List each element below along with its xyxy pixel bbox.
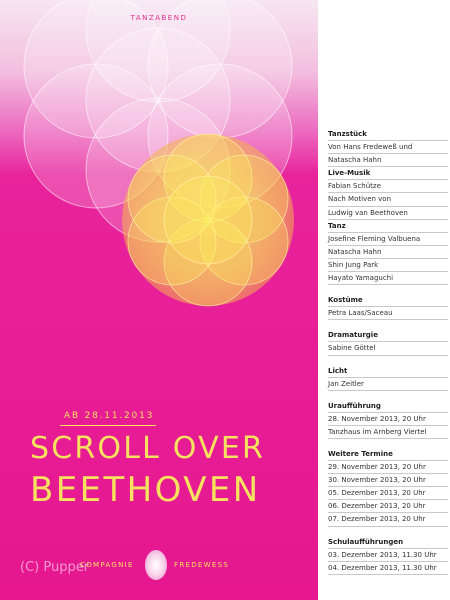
credit-line: Josefine Fleming Valbuena — [328, 233, 448, 246]
title-line-1: SCROLL OVER — [30, 431, 266, 466]
credit-line: Hayato Yamaguchi — [328, 272, 448, 285]
credit-label-light: Licht — [328, 365, 448, 378]
credit-line: Sabine Göttel — [328, 342, 448, 355]
credit-label-dramaturgy: Dramaturgie — [328, 329, 448, 342]
title-line-2: BEETHOVEN — [30, 470, 261, 510]
credit-line: Petra Laas/Saceau — [328, 307, 448, 320]
spacer — [328, 285, 448, 294]
credit-label-school-shows: Schulaufführungen — [328, 536, 448, 549]
yellow-rosette — [122, 134, 294, 306]
credit-label-costumes: Kostüme — [328, 294, 448, 307]
performance-date: 07. Dezember 2013, 20 Uhr — [328, 513, 448, 526]
performance-date: 30. November 2013, 20 Uhr — [328, 474, 448, 487]
performance-date: 03. Dezember 2013, 11.30 Uhr — [328, 549, 448, 562]
credit-label-music: Live-Musik — [328, 167, 448, 180]
credit-line: Nach Motiven von — [328, 193, 448, 206]
spacer — [328, 527, 448, 536]
credit-label-piece: Tanzstück — [328, 128, 448, 141]
credit-line: Von Hans Fredeweß und — [328, 141, 448, 154]
company-name-right: FREDEWESS — [174, 561, 230, 569]
company-name-left: COMPAGNIE — [80, 561, 134, 569]
credit-line: Jan Zeitler — [328, 378, 448, 391]
performance-date: 29. November 2013, 20 Uhr — [328, 461, 448, 474]
credits-column — [328, 128, 448, 575]
date-underline — [60, 425, 156, 426]
performance-date: 28. November 2013, 20 Uhr — [328, 413, 448, 426]
company-logo-icon — [145, 550, 167, 580]
performance-date: 04. Dezember 2013, 11.30 Uhr — [328, 562, 448, 575]
credit-line: Natascha Hahn — [328, 154, 448, 167]
credit-line: Natascha Hahn — [328, 246, 448, 259]
credit-line: Fabian Schütze — [328, 180, 448, 193]
spacer — [328, 356, 448, 365]
spacer — [328, 391, 448, 400]
credit-label-dance: Tanz — [328, 220, 448, 233]
performance-date: 05. Dezember 2013, 20 Uhr — [328, 487, 448, 500]
credit-line: Shin Jung Park — [328, 259, 448, 272]
watermark: (C) Pupper — [20, 560, 90, 575]
spacer — [328, 320, 448, 329]
credit-label-further-dates: Weitere Termine — [328, 448, 448, 461]
performance-date: 06. Dezember 2013, 20 Uhr — [328, 500, 448, 513]
performance-venue: Tanzhaus im Arnberg Viertel — [328, 426, 448, 439]
eyebrow-label: TANZABEND — [130, 14, 188, 22]
credit-label-premiere: Uraufführung — [328, 400, 448, 413]
premiere-date-line: AB 28.11.2013 — [64, 411, 155, 421]
spacer — [328, 439, 448, 448]
credit-line: Ludwig van Beethoven — [328, 207, 448, 220]
